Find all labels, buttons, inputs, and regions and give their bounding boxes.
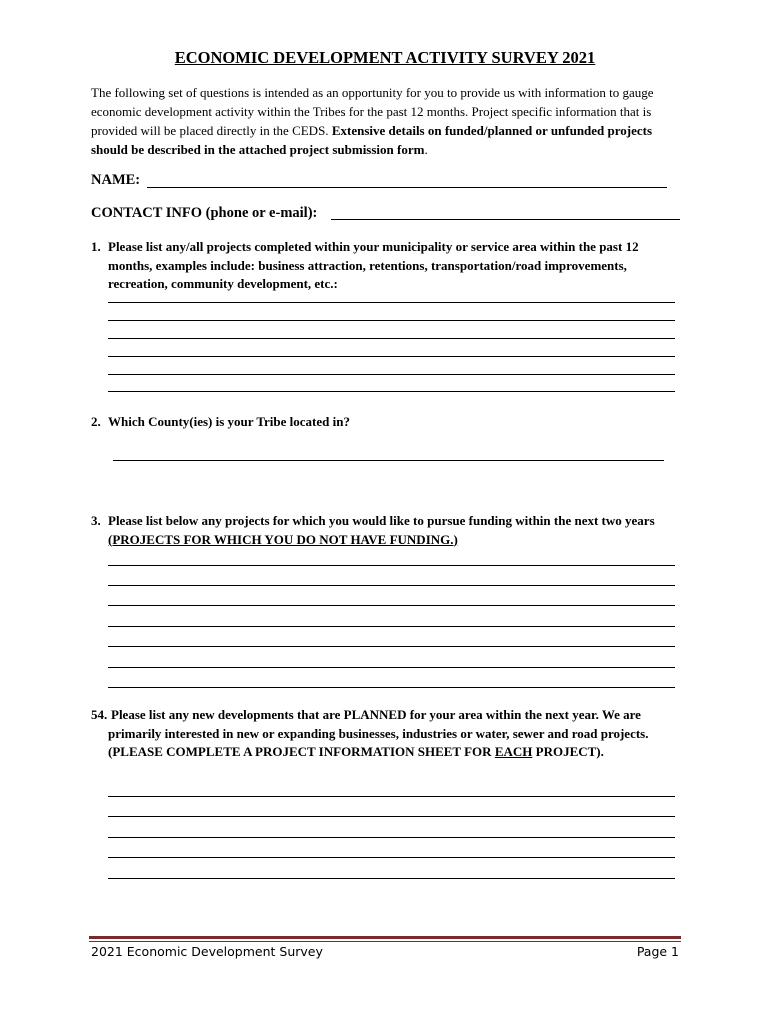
q3-answer-line[interactable] xyxy=(108,687,675,688)
footer-divider-thick xyxy=(89,936,681,939)
q1-answer-line[interactable] xyxy=(108,302,675,303)
q3-text: Please list below any projects for which you would like to pursue funding within the next two years xyxy=(108,513,655,528)
q1-number: 1. xyxy=(91,239,101,254)
q1-answer-line[interactable] xyxy=(108,338,675,339)
contact-label: CONTACT INFO (phone or e-mail): xyxy=(91,205,318,221)
q3-answer-line[interactable] xyxy=(108,626,675,627)
footer-divider-thin xyxy=(89,941,681,942)
intro-tail: . xyxy=(424,142,428,157)
q3-answer-line[interactable] xyxy=(108,605,675,606)
q1-answer-line[interactable] xyxy=(108,374,675,375)
q3-answer-line[interactable] xyxy=(108,667,675,668)
q4-answer-line[interactable] xyxy=(108,837,675,838)
q2-text: Which County(ies) is your Tribe located in? xyxy=(108,414,350,429)
q4-answer-line[interactable] xyxy=(108,857,675,858)
intro-paragraph xyxy=(91,83,691,159)
footer-page-number: Page 1 xyxy=(636,944,679,959)
q4-number: 54. xyxy=(91,707,108,722)
q4-answer-line[interactable] xyxy=(108,878,675,879)
survey-title: ECONOMIC DEVELOPMENT ACTIVITY SURVEY 2021 xyxy=(174,48,596,67)
q1-text: Please list any/all projects completed within your municipality or service area within the past 12 months, examples include: business attraction, retentions, transportation/road improvements, recreation, community development, etc.: xyxy=(108,239,639,291)
q4-answer-line[interactable] xyxy=(108,816,675,817)
name-label: NAME: xyxy=(91,172,141,188)
q4-text-block xyxy=(108,706,668,762)
q4-text: Please list any new developments that are PLANNED for your area within the next year. We are primarily interested in new or expanding businesses, industries or water, sewer and road projects. (PLEASE COMPLETE A PROJECT INFORMATION SHEET FOR xyxy=(108,707,649,759)
q3-underlined-text: (PROJECTS FOR WHICH YOU DO NOT HAVE FUNDING.) xyxy=(108,531,458,547)
q1-answer-line[interactable] xyxy=(108,391,675,392)
q4-answer-line[interactable] xyxy=(108,796,675,797)
q1-answer-line[interactable] xyxy=(108,356,675,357)
q3-answer-line[interactable] xyxy=(108,646,675,647)
q4-tail: PROJECT). xyxy=(532,744,604,759)
intro-text: The following set of questions is intended as an opportunity for you to provide us with information to gauge economic development activity within the Tribes for the past 12 months. Project specific information that is provided will be placed directly in the CEDS. xyxy=(91,85,654,138)
q3-answer-line[interactable] xyxy=(108,585,675,586)
q1-answer-line[interactable] xyxy=(108,320,675,321)
q3-text-block xyxy=(108,512,678,549)
q2-answer-line[interactable] xyxy=(113,460,664,461)
footer-title: 2021 Economic Development Survey xyxy=(91,944,323,959)
contact-field[interactable] xyxy=(331,219,680,220)
q2-number: 2. xyxy=(91,414,101,429)
q4-underlined-text: EACH xyxy=(494,744,533,759)
intro-bold-text: Extensive details on funded/planned or unfunded projects should be described in the attached project submission form xyxy=(91,123,653,157)
q3-answer-line[interactable] xyxy=(108,565,675,566)
q3-number: 3. xyxy=(91,513,101,528)
name-field[interactable] xyxy=(147,187,667,188)
